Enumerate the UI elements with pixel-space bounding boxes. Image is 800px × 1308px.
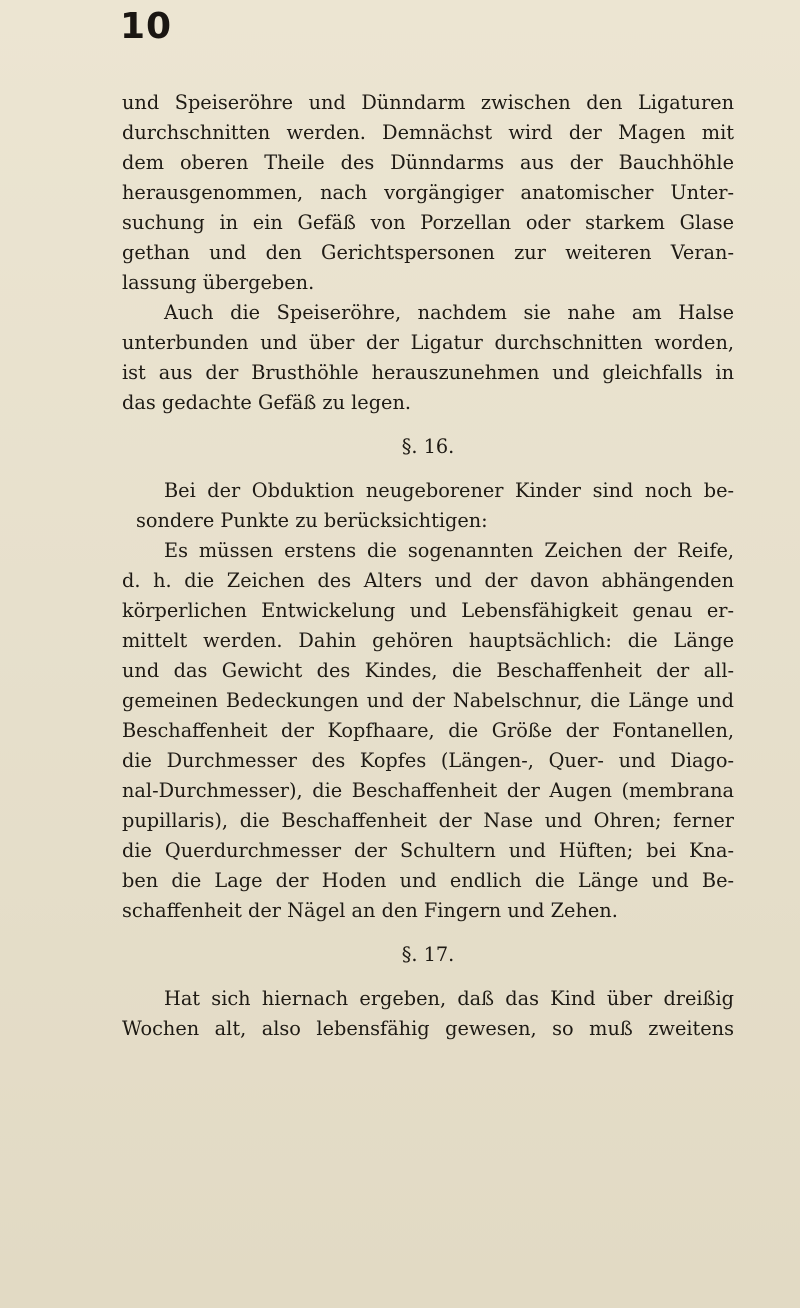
section-heading: §. 17. [401,943,455,966]
paragraph-5 [122,984,734,1044]
text-line: die Querdurchmesser der Schultern und Hüften; bei Kna- [122,839,734,862]
text-line: das gedachte Gefäß zu legen. [122,391,411,414]
paragraph-3 [122,476,734,536]
text-line: die Durchmesser des Kopfes (Längen-, Quer- und Diago- [122,749,734,772]
spacer [122,418,734,432]
paragraph-4 [122,536,734,926]
text-line: sondere Punkte zu berücksichtigen: [136,509,488,532]
text-line: und Speiseröhre und Dünndarm zwischen den Ligaturen [122,91,734,114]
text-line: Es müssen erstens die sogenannten Zeichen der Reife, [164,539,734,562]
text-line: dem oberen Theile des Dünndarms aus der Bauchhöhle [122,151,734,174]
text-line: schaffenheit der Nägel an den Fingern und Zehen. [122,899,618,922]
text-line: durchschnitten werden. Demnächst wird der Magen mit [122,121,734,144]
text-line: d. h. die Zeichen des Alters und der davon abhängenden [122,569,734,592]
text-line: gemeinen Bedeckungen und der Nabelschnur, die Länge und [122,689,734,712]
text-line: ben die Lage der Hoden und endlich die Länge und Be- [122,869,734,892]
text-line: Auch die Speiseröhre, nachdem sie nahe am Halse [164,301,734,324]
text-line: pupillaris), die Beschaffenheit der Nase und Ohren; ferner [122,809,734,832]
text-line: Beschaffenheit der Kopfhaare, die Größe der Fontanellen, [122,719,734,742]
text-line: nal-Durchmesser), die Beschaffenheit der Augen (membrana [122,779,734,802]
text-line: gethan und den Gerichtspersonen zur weiteren Veran- [122,241,734,264]
text-line: herausgenommen, nach vorgängiger anatomischer Unter- [122,181,734,204]
text-line: suchung in ein Gefäß von Porzellan oder starkem Glase [122,211,734,234]
text-line: mittelt werden. Dahin gehören hauptsächlich: die Länge [122,629,734,652]
spacer [122,926,734,940]
paragraph-1 [122,88,734,298]
text-line: körperlichen Entwickelung und Lebensfähigkeit genau er- [122,599,734,622]
text-line: ist aus der Brusthöhle herauszunehmen und gleichfalls in [122,361,734,384]
section-heading: §. 16. [401,435,455,458]
text-line: unterbunden und über der Ligatur durchschnitten worden, [122,331,734,354]
paragraph-2 [122,298,734,418]
text-line: Wochen alt, also lebensfähig gewesen, so muß zweitens [122,1017,734,1040]
text-line: Bei der Obduktion neugeborener Kinder sind noch be- [164,479,734,502]
text-line: Hat sich hiernach ergeben, daß das Kind über dreißig [164,987,734,1010]
page-number: 10 [120,6,173,47]
spacer [122,462,734,476]
text-line: und das Gewicht des Kindes, die Beschaffenheit der all- [122,659,734,682]
spacer [122,970,734,984]
text-line: lassung übergeben. [122,271,315,294]
body-text [122,88,734,1044]
